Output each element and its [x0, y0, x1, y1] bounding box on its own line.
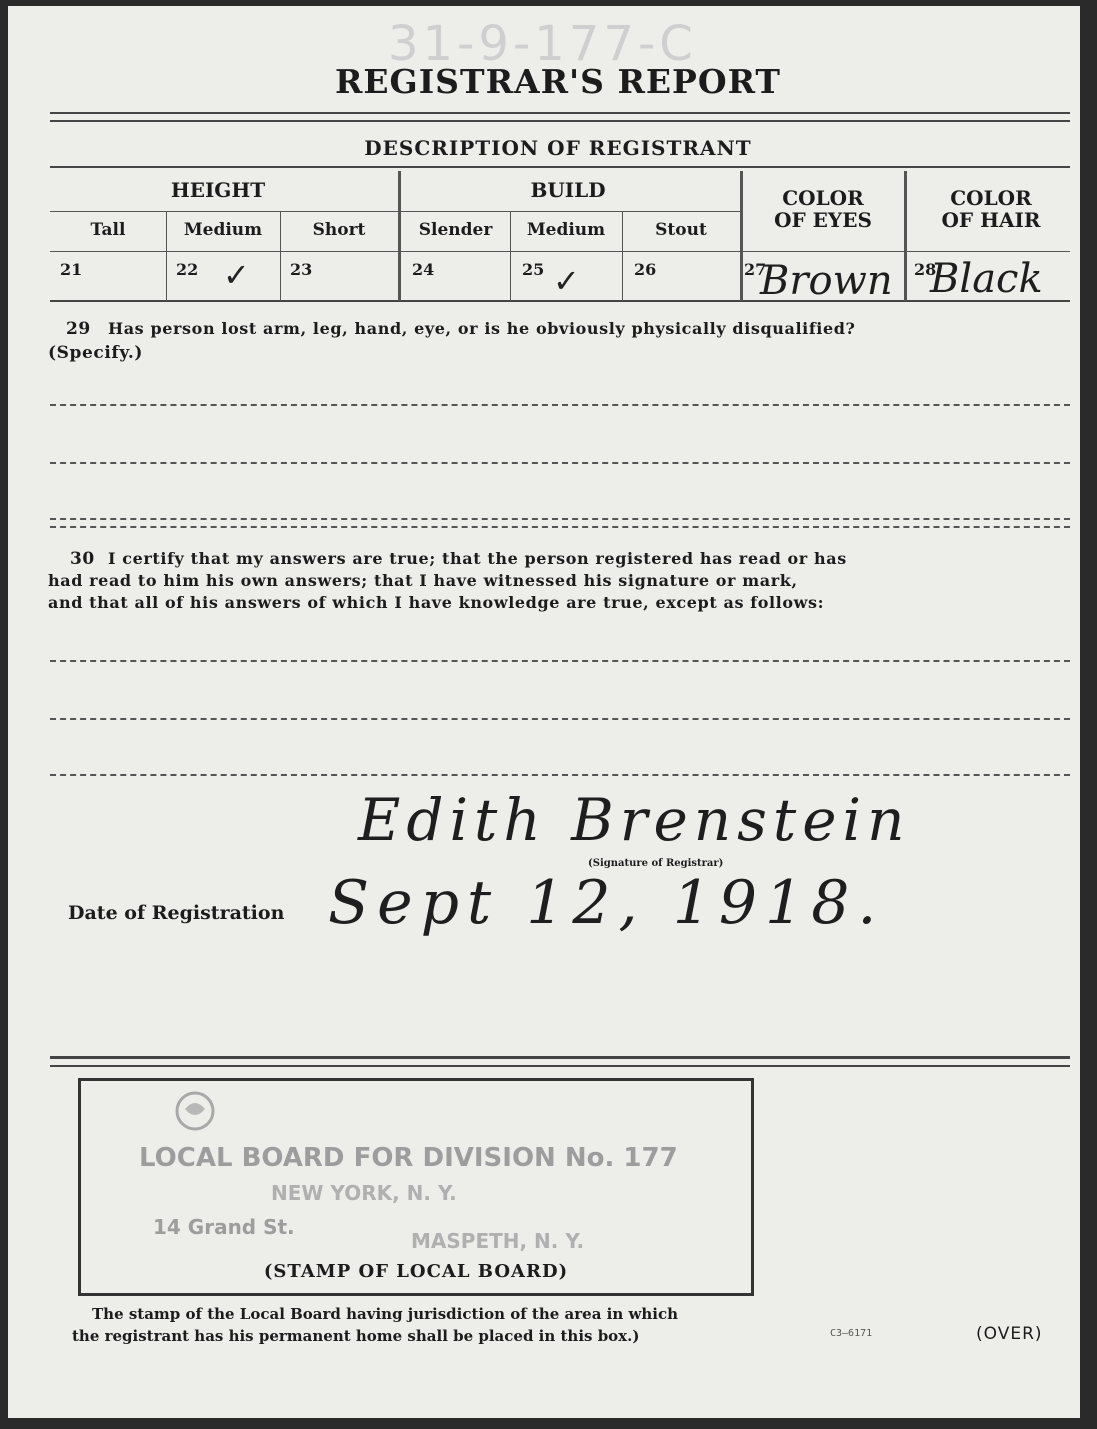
- section-rule: [50, 1065, 1070, 1067]
- stamp-line3-left: 14 Grand St.: [153, 1215, 295, 1239]
- build-header: BUILD: [530, 178, 606, 202]
- answer-line: [50, 462, 1070, 464]
- section-subtitle: DESCRIPTION OF REGISTRANT: [364, 136, 752, 160]
- stamp-line1: LOCAL BOARD FOR DIVISION No. 177: [139, 1143, 678, 1173]
- divider: [740, 171, 743, 301]
- field-number: 25: [522, 260, 545, 279]
- col-tall: Tall: [90, 220, 126, 240]
- footer-note-line2: the registrant has his permanent home shall be placed in this box.): [72, 1327, 640, 1345]
- q29-number: 29: [66, 319, 91, 339]
- q30-number: 30: [70, 549, 95, 569]
- col-short: Short: [312, 220, 366, 240]
- table-sub-rule: [50, 211, 740, 212]
- height-header: HEIGHT: [170, 178, 266, 202]
- q29-specify: (Specify.): [48, 343, 144, 363]
- serial-number: 31-9-177-C: [388, 16, 697, 72]
- q30-line2: had read to him his own answers; that I have witnessed his signature or mark,: [48, 571, 798, 590]
- stamp-line2: NEW YORK, N. Y.: [271, 1181, 457, 1205]
- height-medium-checkmark: ✓: [223, 256, 250, 294]
- registration-date-handwriting: Sept 12, 1918.: [328, 868, 885, 938]
- col-slender: Slender: [418, 220, 493, 240]
- divider: [904, 171, 907, 301]
- form-code: C3—6171: [830, 1328, 873, 1339]
- signature-caption: (Signature of Registrar): [588, 858, 724, 869]
- col-stout: Stout: [655, 220, 707, 240]
- answer-line: [50, 404, 1070, 406]
- answer-line: [50, 774, 1070, 776]
- hair-color-handwriting: Black: [930, 256, 1043, 302]
- field-number: 24: [412, 260, 435, 279]
- field-number: 28: [914, 260, 937, 279]
- q30-line1: I certify that my answers are true; that the person registered has read or has: [108, 549, 847, 568]
- table-bottom-rule: [50, 300, 1070, 302]
- stamp-caption: (STAMP OF LOCAL BOARD): [263, 1261, 569, 1282]
- field-number: 22: [176, 260, 199, 279]
- hair-header-line2: OF HAIR: [941, 208, 1041, 232]
- over-label: (OVER): [976, 1324, 1043, 1344]
- registration-card: [8, 6, 1080, 1418]
- col-build-medium: Medium: [526, 220, 606, 240]
- field-number: 23: [290, 260, 313, 279]
- seal-icon: [171, 1089, 221, 1135]
- answer-line: [50, 660, 1070, 662]
- page-title: REGISTRAR'S REPORT: [334, 62, 781, 101]
- field-number: 21: [60, 260, 83, 279]
- answer-line: [50, 526, 1070, 528]
- answer-line: [50, 518, 1070, 520]
- table-mid-rule: [50, 251, 1070, 252]
- eyes-header-line2: OF EYES: [774, 208, 872, 232]
- date-label: Date of Registration: [68, 902, 285, 924]
- title-rule-top: [50, 112, 1070, 114]
- footer-note-line1: The stamp of the Local Board having jurisdiction of the area in which: [92, 1305, 679, 1323]
- eyes-header-line1: COLOR: [782, 186, 864, 210]
- hair-header-line1: COLOR: [950, 186, 1032, 210]
- stamp-line3-right: MASPETH, N. Y.: [411, 1229, 585, 1253]
- build-medium-checkmark: ✓: [553, 262, 580, 300]
- col-height-medium: Medium: [183, 220, 263, 240]
- eye-color-handwriting: Brown: [760, 258, 893, 304]
- answer-line: [50, 718, 1070, 720]
- title-rule-bottom: [50, 120, 1070, 122]
- stamp-box: [78, 1078, 754, 1296]
- field-number: 27: [744, 260, 767, 279]
- registrar-signature: Edith Brenstein: [358, 786, 911, 854]
- table-top-rule: [50, 166, 1070, 168]
- field-number: 26: [634, 260, 657, 279]
- q29-text: Has person lost arm, leg, hand, eye, or is he obviously physically disqualified?: [108, 319, 856, 338]
- section-rule: [50, 1056, 1070, 1059]
- q30-line3: and that all of his answers of which I have knowledge are true, except as follows:: [48, 593, 825, 612]
